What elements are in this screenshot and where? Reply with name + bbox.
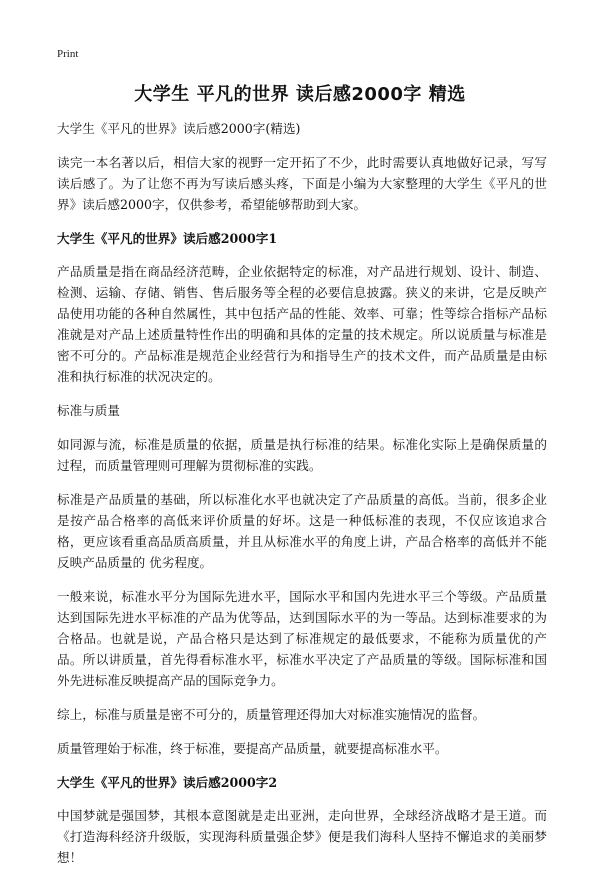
- paragraph: 如同源与流，标准是质量的依据，质量是执行标准的结果。标准化实际上是确保质量的过程，而质量管理则可理解为贯彻标准的实践。: [57, 437, 547, 473]
- section-heading-1: 大学生《平凡的世界》读后感2000字1: [57, 231, 278, 246]
- paragraph: 中国梦就是强国梦，其根本意图就是走出亚洲，走向世界，全球经济战略才是王道。而《打造海科经济升级版，实现海科质量强企梦》便是我们海科人坚持不懈追求的美丽梦想！: [57, 808, 547, 865]
- article-body: [57, 118, 547, 881]
- paragraph: 标准与质量: [57, 403, 120, 418]
- paragraph: 一般来说，标准水平分为国际先进水平，国际水平和国内先进水平三个等级。产品质量达到国际先进水平标准的产品为优等品，达到国际水平的为一等品。达到标准要求的为合格品。也就是说，产品合格只是达到了标准规定的最低要求，不能称为质量优的产品。所以讲质量，首先得看标准水平，标准水平决定了产品质量的等级。国际标准和国外先进标准反映提高产品的国际竞争力。: [57, 589, 547, 688]
- paragraph: 产品质量是指在商品经济范畴，企业依据特定的标准，对产品进行规划、设计、制造、检测、运输、存储、销售、售后服务等全程的必要信息披露。狭义的来讲，它是反映产品使用功能的各种自然属性，其中包括产品的性能、效率、可靠；性等综合指标产品标准就是对产品上述质量特性作出的明确和具体的定量的技术规定。所以说质量与标准是密不可分的。产品标准是规范企业经营行为和指导生产的技术文件，而产品质量是由标准和执行标准的状况决定的。: [57, 264, 547, 384]
- print-link[interactable]: Print: [57, 48, 79, 60]
- article-subtitle: 大学生《平凡的世界》读后感2000字(精选): [57, 121, 301, 136]
- page-title: 大学生 平凡的世界 读后感2000字 精选: [134, 84, 466, 105]
- paragraph: 质量管理始于标准，终于标准，要提高产品质量，就要提高标准水平。: [57, 741, 448, 756]
- paragraph: 综上，标准与质量是密不可分的，质量管理还得加大对标准实施情况的监督。: [57, 707, 486, 722]
- paragraph: 标准是产品质量的基础，所以标准化水平也就决定了产品质量的高低。当前，很多企业是按产品合格率的高低来评价质量的好坏。这是一种低标准的表现，不仅应该追求合格，更应该看重高品质高质量，并且从标准水平的角度上讲，产品合格率的高低并不能反映产品质量的 优劣程度。: [57, 492, 547, 570]
- section-heading-2: 大学生《平凡的世界》读后感2000字2: [57, 775, 278, 790]
- intro-paragraph: 读完一本名著以后，相信大家的视野一定开拓了不少，此时需要认真地做好记录，写写读后感了。为了让您不再为写读后感头疼，下面是小编为大家整理的大学生《平凡的世界》读后感2000字，仅供参考，希望能够帮助到大家。: [57, 155, 547, 212]
